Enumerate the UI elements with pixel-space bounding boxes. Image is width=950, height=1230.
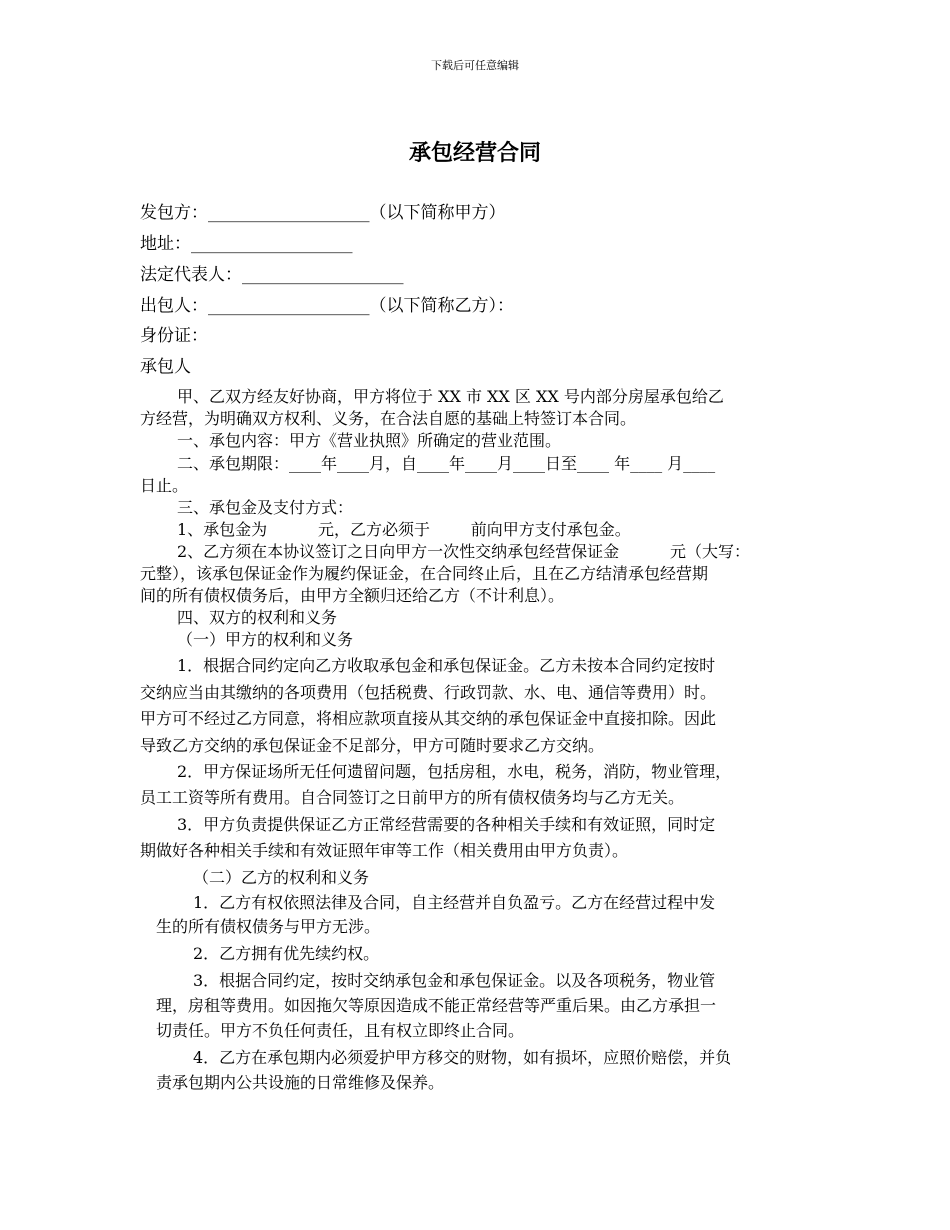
document-title: 承包经营合同 <box>408 141 541 166</box>
paragraph-line: 责承包期内公共设施的日常维修及保养。 <box>156 1073 445 1092</box>
clause-line: 1．根据合同约定向乙方收取承包金和承包保证金。乙方未按本合同约定按时 <box>177 656 716 675</box>
clause-line: 3．根据合同约定，按时交纳承包金和承包保证金。以及各项税务，物业管 <box>193 971 716 990</box>
header-note: 下载后可任意编辑 <box>431 59 519 72</box>
clause-line: 1、承包金为 元，乙方必须于 前向甲方支付承包金。 <box>177 520 631 539</box>
paragraph-line: 甲方可不经过乙方同意，将相应款项直接从其交纳的承包保证金中直接扣除。因此 <box>140 709 717 728</box>
paragraph-line: 日止。 <box>140 476 189 495</box>
contractor-label: 承包人 <box>140 357 191 377</box>
clause-line: 3．甲方负责提供保证乙方正常经营需要的各种相关手续和有效证照，同时定 <box>177 815 716 834</box>
subsection-heading: （一）甲方的权利和义务 <box>177 630 354 649</box>
clause-line: 2．甲方保证场所无任何遗留问题，包括房租，水电，税务，消防，物业管理， <box>177 762 732 781</box>
paragraph-line: 交纳应当由其缴纳的各项费用（包括税费、行政罚款、水、电、通信等费用）时。 <box>140 683 717 702</box>
paragraph-line: 员工工资等所有费用。自合同签订之日前甲方的所有债权债务均与乙方无关。 <box>140 788 685 807</box>
clause-line: 4．乙方在承包期内必须爱护甲方移交的财物，如有损坏，应照价赔偿，并负 <box>193 1048 732 1067</box>
paragraph-line: 导致乙方交纳的承包保证金不足部分，甲方可随时要求乙方交纳。 <box>140 736 605 755</box>
paragraph-line: 生的所有债权债务与甲方无涉。 <box>156 917 381 936</box>
contractor-line: 出包人：___________________（以下简称乙方）： <box>140 296 514 316</box>
clause-line: 2．乙方拥有优先续约权。 <box>193 944 380 963</box>
section-heading: 四、双方的权利和义务 <box>177 608 338 627</box>
clause-line: 2、乙方须在本协议签订之日向甲方一次性交纳承包经营保证金 元（大写： <box>177 542 751 561</box>
paragraph-line: 切责任。甲方不负任何责任，且有权立即终止合同。 <box>156 1021 525 1040</box>
paragraph-line: 理，房租等费用。如因拖欠等原因造成不能正常经营等严重后果。由乙方承担一 <box>156 996 717 1015</box>
paragraph-line: 期做好各种相关手续和有效证照年审等工作（相关费用由甲方负责）。 <box>140 841 629 860</box>
clause-line: 1．乙方有权依照法律及合同，自主经营并自负盈亏。乙方在经营过程中发 <box>193 893 716 912</box>
legal-representative-line: 法定代表人：___________________ <box>140 265 404 285</box>
id-card-line: 身份证： <box>140 326 208 346</box>
section-heading: 二、承包期限：____年____月，自____年____月____日至____ 年____ 月____ <box>177 454 716 473</box>
paragraph-line: 方经营，为明确双方权利、义务，在合法自愿的基础上特签订本合同。 <box>140 409 637 428</box>
paragraph-line: 甲、乙双方经友好协商，甲方将位于 XX 市 XX 区 XX 号内部分房屋承包给乙 <box>177 387 724 406</box>
subsection-heading: （二）乙方的权利和义务 <box>193 868 370 887</box>
paragraph-line: 元整），该承包保证金作为履约保证金，在合同终止后，且在乙方结清承包经营期 <box>140 564 709 583</box>
address-line: 地址：___________________ <box>140 234 353 254</box>
section-heading: 一、承包内容：甲方《营业执照》所确定的营业范围。 <box>177 431 562 450</box>
paragraph-line: 间的所有债权债务后，由甲方全额归还给乙方（不计利息）。 <box>140 586 565 605</box>
party-issuer-line: 发包方：___________________（以下简称甲方） <box>140 203 506 223</box>
section-heading: 三、承包金及支付方式： <box>177 498 354 517</box>
